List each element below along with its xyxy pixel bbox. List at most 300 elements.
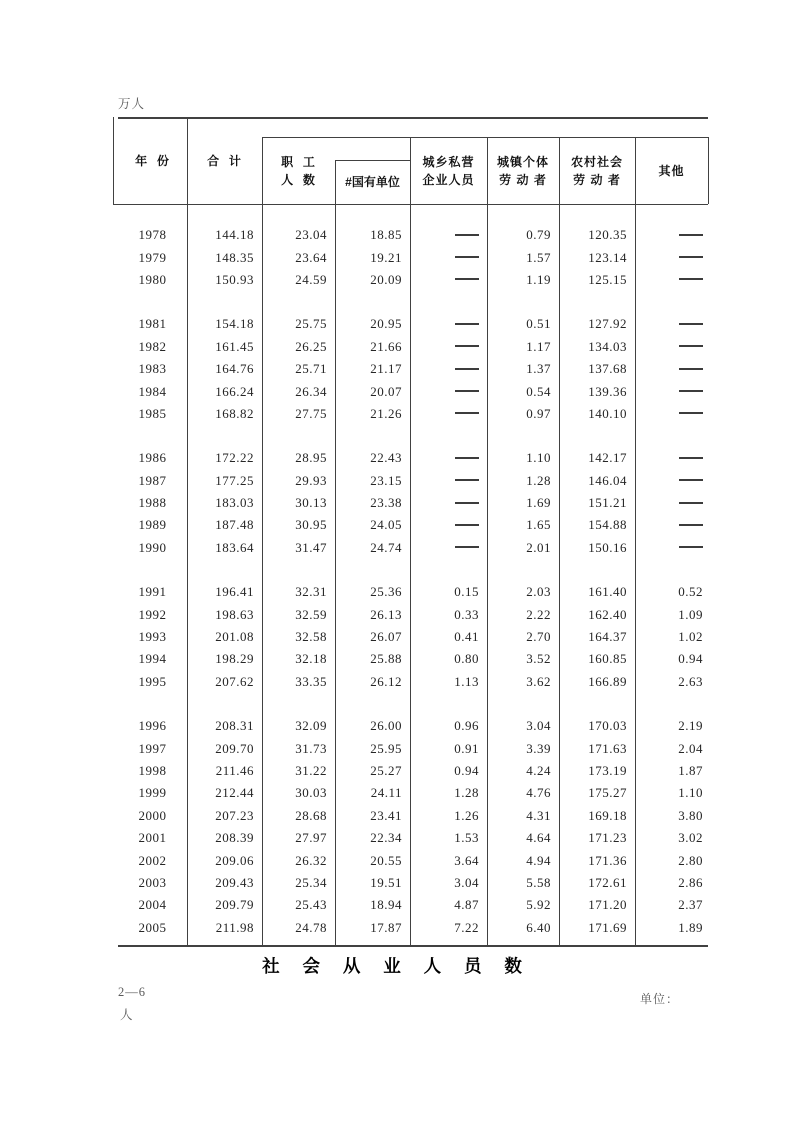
value-cell: 4.24 [526, 763, 551, 778]
value-cell: 4.64 [526, 830, 551, 846]
value-cell: 4.76 [526, 785, 551, 801]
value-cell: 171.69 [588, 919, 627, 935]
table-row [118, 470, 708, 492]
value-cell: 164.37 [588, 629, 627, 645]
value-cell: 26.00 [370, 718, 402, 734]
no-data-dash [455, 479, 479, 481]
year-cell: 1998 [138, 763, 167, 778]
year-cell: 1993 [138, 629, 167, 645]
no-data-dash [679, 278, 703, 280]
value-cell [635, 250, 708, 266]
value-cell: 4.94 [526, 852, 551, 868]
value-cell: 32.58 [295, 629, 327, 645]
header-staff-line2: 人 数 [281, 172, 316, 187]
value-cell [410, 473, 487, 489]
table-row [118, 917, 708, 939]
value-cell: 32.18 [295, 651, 327, 667]
year-cell: 1992 [138, 606, 167, 622]
value-cell: 25.88 [370, 651, 402, 667]
value-cell: 23.64 [295, 249, 327, 265]
header-private-line2: 企业人员 [422, 172, 475, 187]
value-cell: 166.24 [215, 383, 254, 399]
row-group [118, 224, 708, 291]
value-cell: 2.19 [678, 718, 703, 734]
value-cell [635, 316, 708, 332]
no-data-dash [455, 278, 479, 280]
year-cell: 1994 [138, 651, 167, 667]
year-cell: 1987 [138, 472, 167, 488]
value-cell [410, 339, 487, 355]
value-cell: 21.17 [370, 361, 402, 377]
year-cell: 2005 [138, 919, 167, 935]
row-group [118, 313, 708, 425]
value-cell: 171.36 [588, 852, 627, 868]
header-rural-line2: 劳 动 者 [573, 172, 621, 187]
no-data-dash [455, 256, 479, 258]
table-row [118, 737, 708, 759]
value-cell: 0.91 [454, 740, 479, 756]
value-cell: 25.36 [370, 584, 402, 600]
header-left-rule [113, 117, 114, 204]
value-cell: 0.15 [454, 584, 479, 600]
value-cell: 140.10 [588, 405, 627, 421]
header-individual-line2: 劳 动 者 [499, 172, 547, 187]
value-cell: 1.87 [678, 763, 703, 778]
value-cell: 207.62 [215, 673, 254, 689]
value-cell: 175.27 [588, 785, 627, 801]
value-cell: 171.23 [588, 830, 627, 846]
no-data-dash [679, 323, 703, 325]
next-table-title: 社 会 从 业 人 员 数 [262, 956, 531, 976]
table-body [118, 205, 708, 939]
value-cell: 123.14 [588, 249, 627, 265]
value-cell: 3.64 [454, 852, 479, 868]
value-cell: 0.94 [454, 763, 479, 778]
value-cell: 0.51 [526, 316, 551, 332]
value-cell [410, 384, 487, 400]
value-cell: 1.89 [678, 919, 703, 935]
table-row [118, 403, 708, 425]
value-cell [635, 227, 708, 243]
value-cell: 1.28 [526, 472, 551, 488]
header-individual-line1: 城镇个体 [496, 154, 549, 169]
table-row [118, 269, 708, 291]
no-data-dash [455, 502, 479, 504]
year-cell: 1979 [138, 249, 167, 265]
table-row [118, 581, 708, 603]
value-cell: 20.95 [370, 316, 402, 332]
value-cell [410, 406, 487, 422]
value-cell: 1.13 [454, 673, 479, 689]
value-cell: 198.63 [215, 606, 254, 622]
value-cell: 2.70 [526, 629, 551, 645]
value-cell: 2.63 [678, 673, 703, 689]
value-cell: 151.21 [588, 495, 627, 511]
value-cell: 26.07 [370, 629, 402, 645]
value-cell: 0.52 [678, 584, 703, 600]
year-cell: 2003 [138, 874, 167, 890]
value-cell: 27.97 [295, 830, 327, 846]
value-cell [635, 339, 708, 355]
value-cell: 173.19 [588, 763, 627, 778]
value-cell: 164.76 [215, 361, 254, 377]
value-cell: 24.74 [370, 539, 402, 555]
year-cell: 1984 [138, 383, 167, 399]
table-row [118, 336, 708, 358]
value-cell [410, 517, 487, 533]
value-cell: 25.75 [295, 316, 327, 332]
value-cell: 22.34 [370, 830, 402, 846]
header-rural [559, 137, 635, 204]
value-cell: 160.85 [588, 651, 627, 667]
value-cell: 3.62 [526, 673, 551, 689]
value-cell [635, 540, 708, 556]
value-cell: 2.04 [678, 740, 703, 756]
value-cell: 211.98 [215, 919, 254, 935]
no-data-dash [455, 323, 479, 325]
value-cell: 32.31 [295, 584, 327, 600]
value-cell: 3.80 [678, 807, 703, 823]
value-cell: 177.25 [215, 472, 254, 488]
header-state-owned [335, 160, 410, 204]
no-data-dash [455, 412, 479, 414]
table-row [118, 358, 708, 380]
value-cell: 19.21 [370, 249, 402, 265]
no-data-dash [679, 546, 703, 548]
year-cell: 2001 [138, 830, 167, 846]
value-cell: 139.36 [588, 383, 627, 399]
value-cell: 208.31 [215, 718, 254, 734]
no-data-dash [455, 234, 479, 236]
value-cell [635, 450, 708, 466]
year-cell: 1989 [138, 517, 167, 533]
value-cell: 1.09 [678, 606, 703, 622]
value-cell [410, 316, 487, 332]
table-row [118, 805, 708, 827]
value-cell: 209.79 [215, 897, 254, 913]
value-cell: 28.68 [295, 807, 327, 823]
value-cell: 0.41 [454, 629, 479, 645]
value-cell [635, 406, 708, 422]
value-cell: 30.95 [295, 517, 327, 533]
value-cell: 23.41 [370, 807, 402, 823]
value-cell: 24.59 [295, 271, 327, 287]
value-cell: 22.43 [370, 450, 402, 466]
value-cell: 0.94 [678, 651, 703, 667]
unit-value: 人 [120, 1008, 134, 1022]
value-cell: 5.58 [526, 874, 551, 890]
value-cell: 134.03 [588, 338, 627, 354]
value-cell: 150.16 [588, 539, 627, 555]
header-year [118, 117, 187, 204]
value-cell: 23.15 [370, 472, 402, 488]
value-cell: 1.02 [678, 629, 703, 645]
value-cell [410, 450, 487, 466]
value-cell [410, 361, 487, 377]
value-cell [635, 384, 708, 400]
value-cell: 33.35 [295, 673, 327, 689]
value-cell: 0.96 [454, 718, 479, 734]
value-cell: 26.25 [295, 338, 327, 354]
no-data-dash [455, 368, 479, 370]
table-row [118, 313, 708, 335]
value-cell: 1.28 [454, 785, 479, 801]
table-row [118, 380, 708, 402]
value-cell [635, 473, 708, 489]
value-cell [635, 517, 708, 533]
value-cell: 127.92 [588, 316, 627, 332]
value-cell: 1.53 [454, 830, 479, 846]
value-cell: 25.27 [370, 763, 402, 778]
year-cell: 1985 [138, 405, 167, 421]
table-row [118, 894, 708, 916]
value-cell: 207.23 [215, 807, 254, 823]
value-cell: 21.66 [370, 338, 402, 354]
value-cell: 30.03 [295, 785, 327, 801]
value-cell: 31.22 [295, 763, 327, 778]
value-cell [410, 250, 487, 266]
table-row [118, 782, 708, 804]
table-row [118, 447, 708, 469]
no-data-dash [455, 345, 479, 347]
table-row [118, 849, 708, 871]
header-other-label: 其他 [658, 163, 685, 178]
year-cell: 2004 [138, 897, 167, 913]
value-cell: 2.01 [526, 539, 551, 555]
value-cell: 30.13 [295, 495, 327, 511]
value-cell: 25.34 [295, 874, 327, 890]
table-bottom-rule [118, 945, 708, 947]
table-row [118, 224, 708, 246]
value-cell: 24.11 [370, 785, 402, 801]
table-row [118, 514, 708, 536]
value-cell: 32.09 [295, 718, 327, 734]
value-cell: 209.06 [215, 852, 254, 868]
value-cell: 5.92 [526, 897, 551, 913]
value-cell: 1.10 [526, 450, 551, 466]
year-cell: 1995 [138, 673, 167, 689]
no-data-dash [455, 546, 479, 548]
value-cell: 187.48 [215, 517, 254, 533]
value-cell: 20.07 [370, 383, 402, 399]
value-cell: 26.34 [295, 383, 327, 399]
header-private-line1: 城乡私营 [422, 154, 475, 169]
header-total-label: 合 计 [207, 153, 242, 168]
value-cell: 171.63 [588, 740, 627, 756]
value-cell: 169.18 [588, 807, 627, 823]
value-cell: 3.04 [454, 874, 479, 890]
top-unit-label: 万人 [118, 97, 146, 111]
table-row [118, 671, 708, 693]
value-cell: 172.22 [215, 450, 254, 466]
header-rural-line1: 农村社会 [570, 154, 623, 169]
row-group [118, 447, 708, 559]
value-cell: 0.33 [454, 606, 479, 622]
value-cell: 0.97 [526, 405, 551, 421]
no-data-dash [455, 457, 479, 459]
value-cell: 25.43 [295, 897, 327, 913]
value-cell: 23.04 [295, 227, 327, 243]
no-data-dash [455, 524, 479, 526]
value-cell: 28.95 [295, 450, 327, 466]
value-cell: 21.26 [370, 405, 402, 421]
year-cell: 1996 [138, 718, 167, 734]
value-cell: 1.65 [526, 517, 551, 533]
value-cell: 18.85 [370, 227, 402, 243]
value-cell: 171.20 [588, 897, 627, 913]
value-cell: 120.35 [588, 227, 627, 243]
value-cell: 209.43 [215, 874, 254, 890]
no-data-dash [679, 368, 703, 370]
value-cell: 201.08 [215, 629, 254, 645]
year-cell: 1982 [138, 338, 167, 354]
value-cell: 4.87 [454, 897, 479, 913]
value-cell: 7.22 [454, 919, 479, 935]
value-cell: 161.45 [215, 338, 254, 354]
value-cell: 2.22 [526, 606, 551, 622]
value-cell: 142.17 [588, 450, 627, 466]
no-data-dash [679, 457, 703, 459]
value-cell: 3.04 [526, 718, 551, 734]
value-cell [410, 540, 487, 556]
unit-label: 单位： [640, 992, 680, 1006]
value-cell: 1.37 [526, 361, 551, 377]
value-cell: 20.55 [370, 852, 402, 868]
employment-table [118, 117, 708, 947]
value-cell: 154.88 [588, 517, 627, 533]
value-cell: 17.87 [370, 919, 402, 935]
table-row [118, 603, 708, 625]
table-row [118, 715, 708, 737]
no-data-dash [679, 390, 703, 392]
value-cell: 183.64 [215, 539, 254, 555]
header-staff-line1: 职 工 [281, 154, 316, 169]
value-cell: 2.03 [526, 584, 551, 600]
value-cell: 25.71 [295, 361, 327, 377]
row-group [118, 581, 708, 693]
value-cell [635, 272, 708, 288]
value-cell: 32.59 [295, 606, 327, 622]
value-cell: 2.37 [678, 897, 703, 913]
no-data-dash [679, 234, 703, 236]
value-cell: 1.10 [678, 785, 703, 801]
value-cell: 137.68 [588, 361, 627, 377]
value-cell: 0.79 [526, 227, 551, 243]
value-cell: 162.40 [588, 606, 627, 622]
header-state-owned-label: #国有单位 [345, 175, 400, 189]
no-data-dash [679, 524, 703, 526]
value-cell: 1.57 [526, 249, 551, 265]
table-row [118, 537, 708, 559]
year-cell: 1991 [138, 584, 167, 600]
no-data-dash [679, 345, 703, 347]
value-cell: 24.78 [295, 919, 327, 935]
year-cell: 1981 [138, 316, 167, 332]
value-cell [635, 495, 708, 511]
value-cell: 4.31 [526, 807, 551, 823]
value-cell: 24.05 [370, 517, 402, 533]
year-cell: 1988 [138, 495, 167, 511]
table-row [118, 492, 708, 514]
value-cell: 161.40 [588, 584, 627, 600]
value-cell: 31.47 [295, 539, 327, 555]
table-number: 2—6 [118, 985, 146, 999]
table-row [118, 246, 708, 268]
value-cell [410, 495, 487, 511]
header-staff [262, 137, 335, 204]
table-row [118, 648, 708, 670]
value-cell: 209.70 [215, 740, 254, 756]
value-cell: 27.75 [295, 405, 327, 421]
no-data-dash [679, 412, 703, 414]
value-cell: 19.51 [370, 874, 402, 890]
header-year-label: 年 份 [135, 153, 170, 168]
header-total [187, 117, 262, 204]
header-right-rule [708, 137, 709, 204]
year-cell: 1983 [138, 361, 167, 377]
value-cell: 26.32 [295, 852, 327, 868]
value-cell: 198.29 [215, 651, 254, 667]
table-row [118, 626, 708, 648]
value-cell [635, 361, 708, 377]
value-cell: 1.19 [526, 271, 551, 287]
table-row [118, 872, 708, 894]
value-cell: 18.94 [370, 897, 402, 913]
value-cell: 168.82 [215, 405, 254, 421]
value-cell: 0.54 [526, 383, 551, 399]
year-cell: 1980 [138, 271, 167, 287]
value-cell: 150.93 [215, 271, 254, 287]
no-data-dash [679, 256, 703, 258]
year-cell: 1999 [138, 785, 167, 801]
value-cell: 1.26 [454, 807, 479, 823]
value-cell: 26.12 [370, 673, 402, 689]
no-data-dash [679, 479, 703, 481]
value-cell: 144.18 [215, 227, 254, 243]
table-row [118, 760, 708, 782]
year-cell: 2000 [138, 807, 167, 823]
row-group [118, 715, 708, 939]
value-cell: 208.39 [215, 830, 254, 846]
value-cell: 154.18 [215, 316, 254, 332]
value-cell: 196.41 [215, 584, 254, 600]
value-cell [410, 272, 487, 288]
value-cell: 166.89 [588, 673, 627, 689]
no-data-dash [679, 502, 703, 504]
value-cell: 31.73 [295, 740, 327, 756]
value-cell: 20.09 [370, 271, 402, 287]
year-cell: 1986 [138, 450, 167, 466]
value-cell: 3.02 [678, 830, 703, 846]
table-row [118, 827, 708, 849]
value-cell: 148.35 [215, 249, 254, 265]
value-cell: 6.40 [526, 919, 551, 935]
value-cell: 2.80 [678, 852, 703, 868]
value-cell: 3.52 [526, 651, 551, 667]
value-cell [410, 227, 487, 243]
no-data-dash [455, 390, 479, 392]
value-cell: 183.03 [215, 495, 254, 511]
value-cell: 1.17 [526, 338, 551, 354]
value-cell: 3.39 [526, 740, 551, 756]
value-cell: 170.03 [588, 718, 627, 734]
value-cell: 146.04 [588, 472, 627, 488]
value-cell: 25.95 [370, 740, 402, 756]
year-cell: 1990 [138, 539, 167, 555]
header-private [410, 137, 487, 204]
value-cell: 172.61 [588, 874, 627, 890]
value-cell: 0.80 [454, 651, 479, 667]
